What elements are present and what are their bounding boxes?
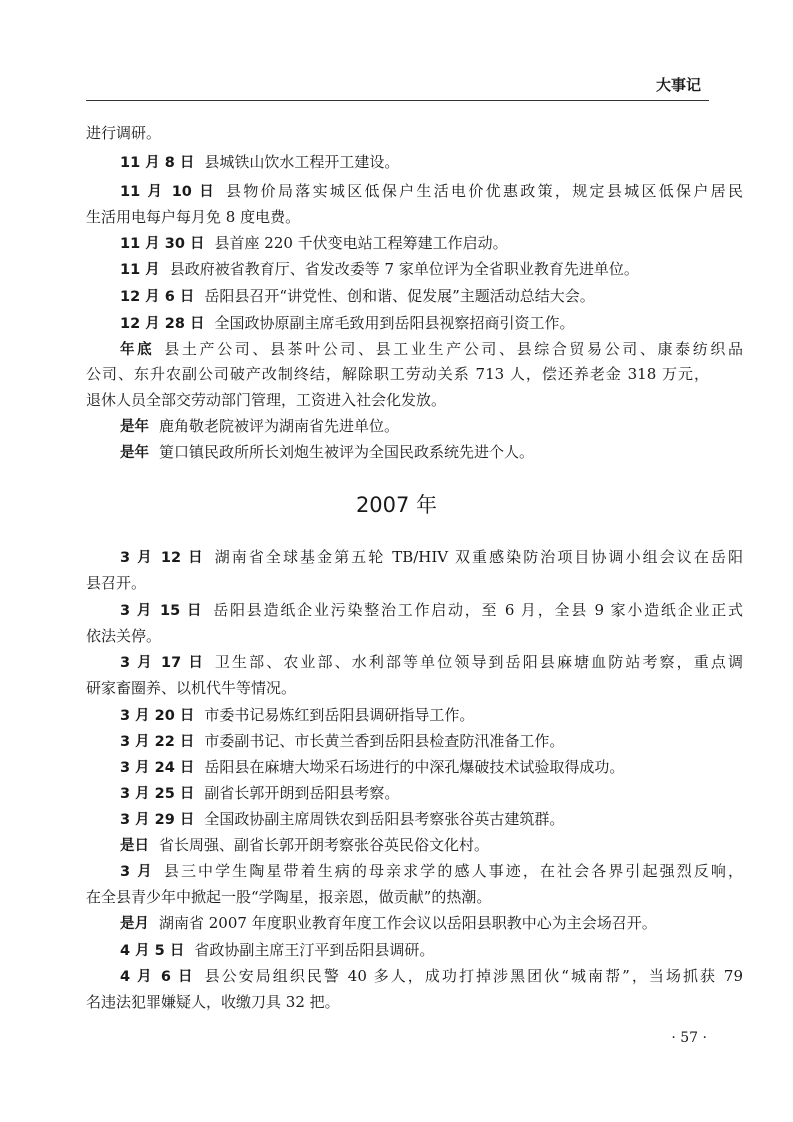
entry-text: 退休人员全部交劳动部门管理，工资进入社会化发放。 bbox=[86, 391, 447, 409]
entry-text: 进行调研。 bbox=[86, 124, 162, 142]
entry-text: 岳阳县召开“讲党性、创和谐、促发展”主题活动总结大会。 bbox=[204, 287, 595, 305]
entry-date: 3 月 22 日 bbox=[120, 734, 195, 750]
entry-text: 岳阳县造纸企业污染整治工作启动，至 6 月，全县 9 家小造纸企业正式 bbox=[213, 601, 743, 619]
entry-date: 11 月 bbox=[120, 262, 160, 278]
entry-text: 名违法犯罪嫌疑人，收缴刀具 32 把。 bbox=[86, 993, 340, 1011]
chronicle-entry bbox=[86, 338, 743, 361]
chronicle-entry bbox=[86, 232, 743, 255]
chronicle-line bbox=[86, 677, 709, 699]
chronicle-entry bbox=[86, 965, 743, 988]
entry-text: 省政协副主席王汀平到岳阳县调研。 bbox=[194, 941, 435, 959]
entry-text: 在全县青少年中掀起一股“学陶星，报亲恩，做贡献”的热潮。 bbox=[86, 888, 492, 906]
entry-text: 生活用电每户每月免 8 度电费。 bbox=[86, 208, 301, 226]
chronicle-line bbox=[86, 122, 709, 144]
chronicle-line bbox=[86, 389, 709, 411]
entry-text: 岳阳县在麻塘大坳采石场进行的中深孔爆破技术试验取得成功。 bbox=[204, 758, 625, 776]
entry-text: 公司、东升农副公司破产改制终结，解除职工劳动关系 713 人，偿还养老金 318 万元， bbox=[86, 365, 709, 383]
entry-text: 卫生部、农业部、水利部等单位领导到岳阳县麻塘血防站考察，重点调 bbox=[214, 653, 743, 671]
entry-text: 湖南省全球基金第五轮 TB/HIV 双重感染防治项目协调小组会议在岳阳 bbox=[214, 548, 743, 566]
entry-date: 3 月 12 日 bbox=[120, 550, 205, 566]
chronicle-entry bbox=[86, 939, 743, 962]
chronicle-entry bbox=[86, 730, 743, 753]
entry-date: 3 月 15 日 bbox=[120, 603, 204, 619]
entry-date: 3 月 24 日 bbox=[120, 760, 195, 776]
entry-text: 依法关停。 bbox=[86, 627, 162, 645]
chronicle-line bbox=[86, 625, 709, 647]
entry-text: 县召开。 bbox=[86, 574, 147, 592]
entry-text: 县城铁山饮水工程开工建设。 bbox=[204, 153, 400, 171]
page-number: · 57 · bbox=[671, 1030, 707, 1046]
chronicle-entry bbox=[86, 808, 743, 831]
chronicle-line bbox=[86, 886, 709, 908]
chronicle-entry bbox=[86, 258, 743, 281]
chronicle-entry bbox=[86, 546, 743, 569]
chronicle-line bbox=[86, 206, 709, 228]
chronicle-entry bbox=[86, 441, 743, 464]
entry-date: 3 月 20 日 bbox=[120, 708, 195, 724]
chronicle-entry bbox=[86, 415, 743, 438]
entry-text: 县首座 220 千伏变电站工程筹建工作启动。 bbox=[214, 234, 508, 252]
entry-text: 全国政协原副主席毛致用到岳阳县视察招商引资工作。 bbox=[214, 314, 575, 332]
entry-date: 3 月 25 日 bbox=[120, 786, 195, 802]
chronicle-entry bbox=[86, 834, 743, 857]
entry-text: 研家畜圈养、以机代牛等情况。 bbox=[86, 679, 297, 697]
entry-date: 11 月 10 日 bbox=[120, 184, 217, 200]
entry-text: 副省长郭开朗到岳阳县考察。 bbox=[204, 784, 400, 802]
entry-date: 4 月 6 日 bbox=[120, 969, 195, 985]
entry-text: 县土产公司、县茶叶公司、县工业生产公司、县综合贸易公司、康泰纺织品 bbox=[164, 340, 743, 358]
chronicle-entry bbox=[86, 651, 743, 674]
entry-date: 12 月 28 日 bbox=[120, 316, 205, 332]
header-rule bbox=[86, 100, 709, 101]
entry-date: 3 月 29 日 bbox=[120, 812, 195, 828]
entry-text: 省长周强、副省长郭开朗考察张谷英民俗文化村。 bbox=[159, 836, 490, 854]
entry-text: 筻口镇民政所所长刘炮生被评为全国民政系统先进个人。 bbox=[159, 443, 535, 461]
chronicle-entry bbox=[86, 704, 743, 727]
entry-text: 市委书记易炼红到岳阳县调研指导工作。 bbox=[204, 706, 475, 724]
chronicle-entry bbox=[86, 312, 743, 335]
chronicle-line bbox=[86, 363, 709, 385]
entry-date: 是年 bbox=[120, 445, 149, 461]
entry-date: 3 月 bbox=[120, 864, 154, 880]
chronicle-entry bbox=[86, 180, 743, 203]
entry-date: 12 月 6 日 bbox=[120, 289, 195, 305]
entry-text: 县物价局落实城区低保户生活电价优惠政策，规定县城区低保户居民 bbox=[226, 182, 743, 200]
entry-date: 是年 bbox=[120, 419, 149, 435]
entry-text: 县公安局组织民警 40 多人，成功打掉涉黑团伙“城南帮”，当场抓获 79 bbox=[204, 967, 743, 985]
chronicle-entry bbox=[86, 782, 743, 805]
chronicle-line bbox=[86, 991, 709, 1013]
year-heading: 2007 年 bbox=[355, 493, 438, 517]
chronicle-entry bbox=[86, 860, 743, 883]
chronicle-line bbox=[86, 572, 709, 594]
entry-text: 湖南省 2007 年度职业教育年度工作会议以岳阳县职教中心为主会场召开。 bbox=[159, 914, 657, 932]
chronicle-entry bbox=[86, 151, 743, 174]
entry-text: 全国政协副主席周铁农到岳阳县考察张谷英古建筑群。 bbox=[204, 810, 565, 828]
entry-date: 4 月 5 日 bbox=[120, 943, 185, 959]
chronicle-entry bbox=[86, 599, 743, 622]
running-head-title: 大事记 bbox=[655, 76, 701, 94]
entry-date: 11 月 8 日 bbox=[120, 155, 195, 171]
entry-date: 11 月 30 日 bbox=[120, 236, 205, 252]
entry-text: 县三中学生陶星带着生病的母亲求学的感人事迹，在社会各界引起强烈反响， bbox=[163, 862, 744, 880]
chronicle-entry bbox=[86, 285, 743, 308]
entry-date: 是月 bbox=[120, 916, 149, 932]
entry-date: 是日 bbox=[120, 838, 149, 854]
entry-text: 县政府被省教育厅、省发改委等 7 家单位评为全省职业教育先进单位。 bbox=[169, 260, 639, 278]
entry-date: 3 月 17 日 bbox=[120, 655, 205, 671]
chronicle-entry bbox=[86, 912, 743, 935]
chronicle-entry bbox=[86, 756, 743, 779]
entry-date: 年底 bbox=[120, 342, 155, 358]
entry-text: 鹿角敬老院被评为湖南省先进单位。 bbox=[159, 417, 400, 435]
entry-text: 市委副书记、市长黄兰香到岳阳县检查防汛准备工作。 bbox=[204, 732, 565, 750]
